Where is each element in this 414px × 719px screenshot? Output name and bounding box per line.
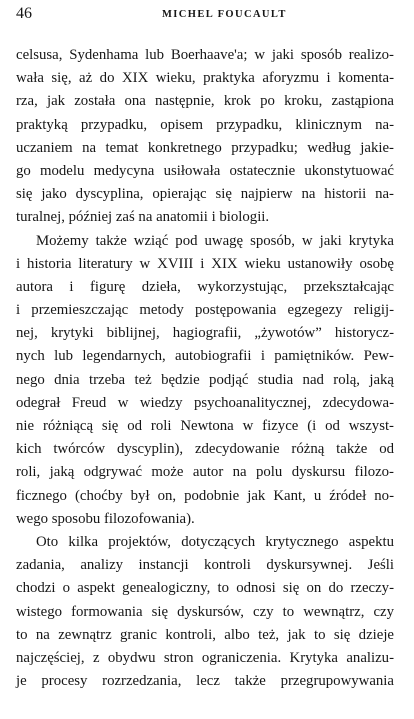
text-line: i przemieszczając metody postępowania egzegezy religij- bbox=[16, 302, 394, 319]
text-line: Możemy także wziąć pod uwagę sposób, w jaki krytyka bbox=[36, 232, 394, 249]
text-line: je procesy rozrzedzania, lecz także przegrupowywania bbox=[16, 673, 394, 690]
text-line: się jako dyscyplina, opierając się najpierw na historii na- bbox=[16, 186, 394, 203]
text-line: celsusa, Sydenhama lub Boerhaave'a; w jaki sposób realizo- bbox=[16, 47, 394, 63]
text-line: wistego formowania się dyskursów, czy to wewnątrz, czy bbox=[16, 603, 394, 620]
text-line: turalnej, później zaś na anatomii i biologii. bbox=[16, 209, 270, 226]
text-line: go modelu medycyna usiłowała ostatecznie ukonstytuować bbox=[16, 162, 394, 179]
page-header bbox=[16, 5, 394, 25]
running-head: MICHEL FOUCAULT bbox=[162, 9, 287, 20]
text-line: to na zewnątrz granic kontroli, albo też, jak to się dzieje bbox=[16, 626, 394, 643]
text-line: odegrał Freud w wiedzy psychoanalitycznej, zdecydowa- bbox=[16, 394, 394, 411]
text-line: i historia literatury w XVIII i XIX wieku ustanowiły osobę bbox=[16, 255, 394, 272]
text-line: rza, jak została ona następnie, krok po kroku, zastąpiona bbox=[16, 93, 394, 110]
text-line: praktyką przypadku, opisem przypadku, klinicznym na- bbox=[16, 116, 394, 133]
text-line: wego sposobu filozofowania). bbox=[16, 510, 195, 527]
text-line: uczaniem na temat konkretnego przypadku; według jakie- bbox=[16, 139, 394, 156]
text-line: ficznego (choćby był on, podobnie jak Kant, u źródeł no- bbox=[16, 487, 394, 504]
text-line: kich twórców dyscyplin), zdecydowanie różną także od bbox=[16, 441, 394, 458]
body-text bbox=[16, 44, 394, 693]
text-line: nego dnia trzeba też będzie podjąć studia nad rolą, jaką bbox=[16, 371, 394, 388]
text-line: roli, jaką odgrywać może autor na polu dyskursu filozo- bbox=[16, 464, 394, 481]
text-line: chodzi o aspekt genealogiczny, to odnosi się on do rzeczy- bbox=[16, 580, 394, 597]
text-line: nej, krytyki biblijnej, hagiografii, „żywotów” historycz- bbox=[16, 325, 394, 342]
text-line: Oto kilka projektów, dotyczących krytycznego aspektu bbox=[36, 533, 394, 550]
text-line: zadania, analizy instancji kontroli dyskursywnej. Jeśli bbox=[16, 557, 394, 574]
text-line: nie różniącą się od roli Newtona w fizyce (i od wszyst- bbox=[16, 418, 394, 434]
text-line: nych lub legendarnych, autobiografii i pamiętników. Pew- bbox=[16, 348, 394, 365]
text-line: autora i figurę dzieła, wykorzystując, przekształcając bbox=[16, 278, 394, 295]
page-number: 46 bbox=[16, 5, 32, 22]
text-line: najczęściej, z obydwu stron ograniczenia. Krytyka analizu- bbox=[16, 649, 394, 666]
text-line: wała się, aż do XIX wieku, praktyka aforyzmu i komenta- bbox=[16, 70, 394, 87]
